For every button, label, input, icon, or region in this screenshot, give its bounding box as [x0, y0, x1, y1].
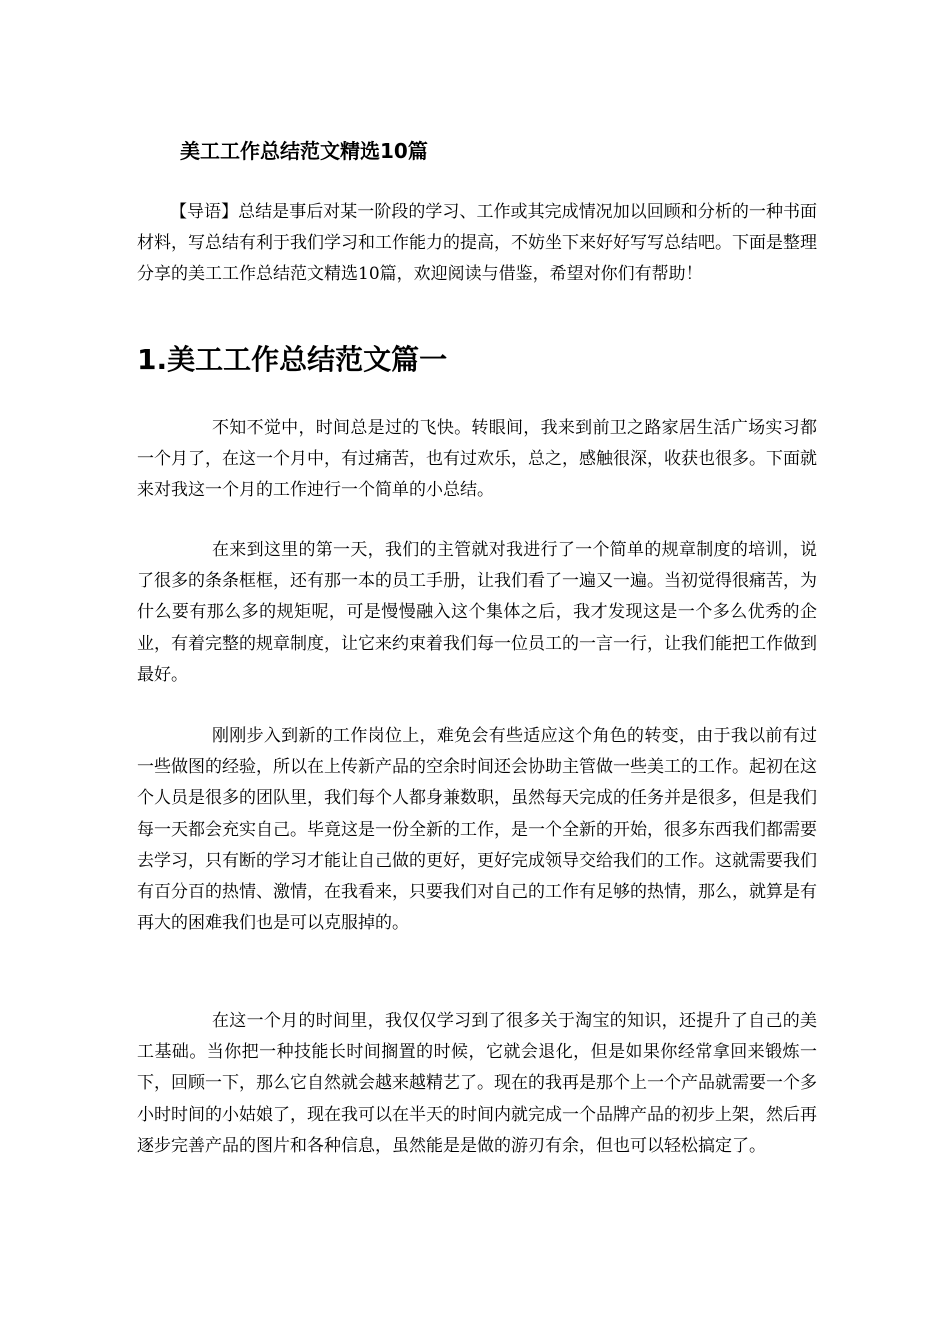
document-title: 美工工作总结范文精选10篇: [180, 139, 428, 163]
body-paragraph: 不知不觉中，时间总是过的飞快。转眼间，我来到前卫之路家居生活广场实习都一个月了，在这一个月中，有过痛苦，也有过欢乐，总之，感触很深，收获也很多。下面就来对我这一个月的工作迚行一个简单的小总结。: [137, 418, 817, 501]
section-heading: 1.美工工作总结范文篇一: [137, 343, 448, 376]
body-paragraph: 在这一个月的时间里，我仅仅学习到了很多关于淘宝的知识，还提升了自己的美工基础。当你把一种技能长时间搁置的时候，它就会退化，但是如果你经常拿回来锻炼一下，回顾一下，那么它自然就会越来越精艺了。现在的我再是那个上一个产品就需要一个多小时时间的小姑娘了，现在我可以在半天的时间内就完成一个品牌产品的初步上架，然后再逐步完善产品的图片和各种信息，虽然能是是做的游刃有余，但也可以轻松搞定了。: [137, 1011, 817, 1156]
body-paragraph: 刚刚步入到新的工作岗位上，难免会有些适应这个角色的转变，由于我以前有过一些做图的经验，所以在上传新产品的空余时间还会协助主管做一些美工的工作。起初在这个人员是很多的团队里，我们每个人都身兼数职，虽然每天完成的任务并是很多，但是我们每一天都会充实自己。毕竟这是一份全新的工作，是一个全新的开始，很多东西我们都需要去学习，只有断的学习才能让自己做的更好，更好完成领导交给我们的工作。这就需要我们有百分百的热情、激情，在我看来，只要我们对自己的工作有足够的热情，那么，就算是有再大的困难我们也是可以克服掉的。: [137, 726, 817, 934]
body-paragraph: 在来到这里的第一天，我们的主管就对我进行了一个简单的规章制度的培训，说了很多的条条框框，还有那一本的员工手册，让我们看了一遍又一遍。当初觉得很痛苦，为什么要有那么多的规矩呢，可是慢慢融入这个集体之后，我才发现这是一个多么优秀的企业，有着完整的规章制度，让它来约束着我们每一位员工的一言一行，让我们能把工作做到最好。: [137, 540, 817, 685]
lead-paragraph: 【导语】总结是事后对某一阶段的学习、工作或其完成情况加以回顾和分析的一种书面材料，写总结有利于我们学习和工作能力的提高，不妨坐下来好好写写总结吧。下面是整理分享的美工工作总结范文精选10篇，欢迎阅读与借鉴，希望对你们有帮助！: [137, 202, 817, 284]
